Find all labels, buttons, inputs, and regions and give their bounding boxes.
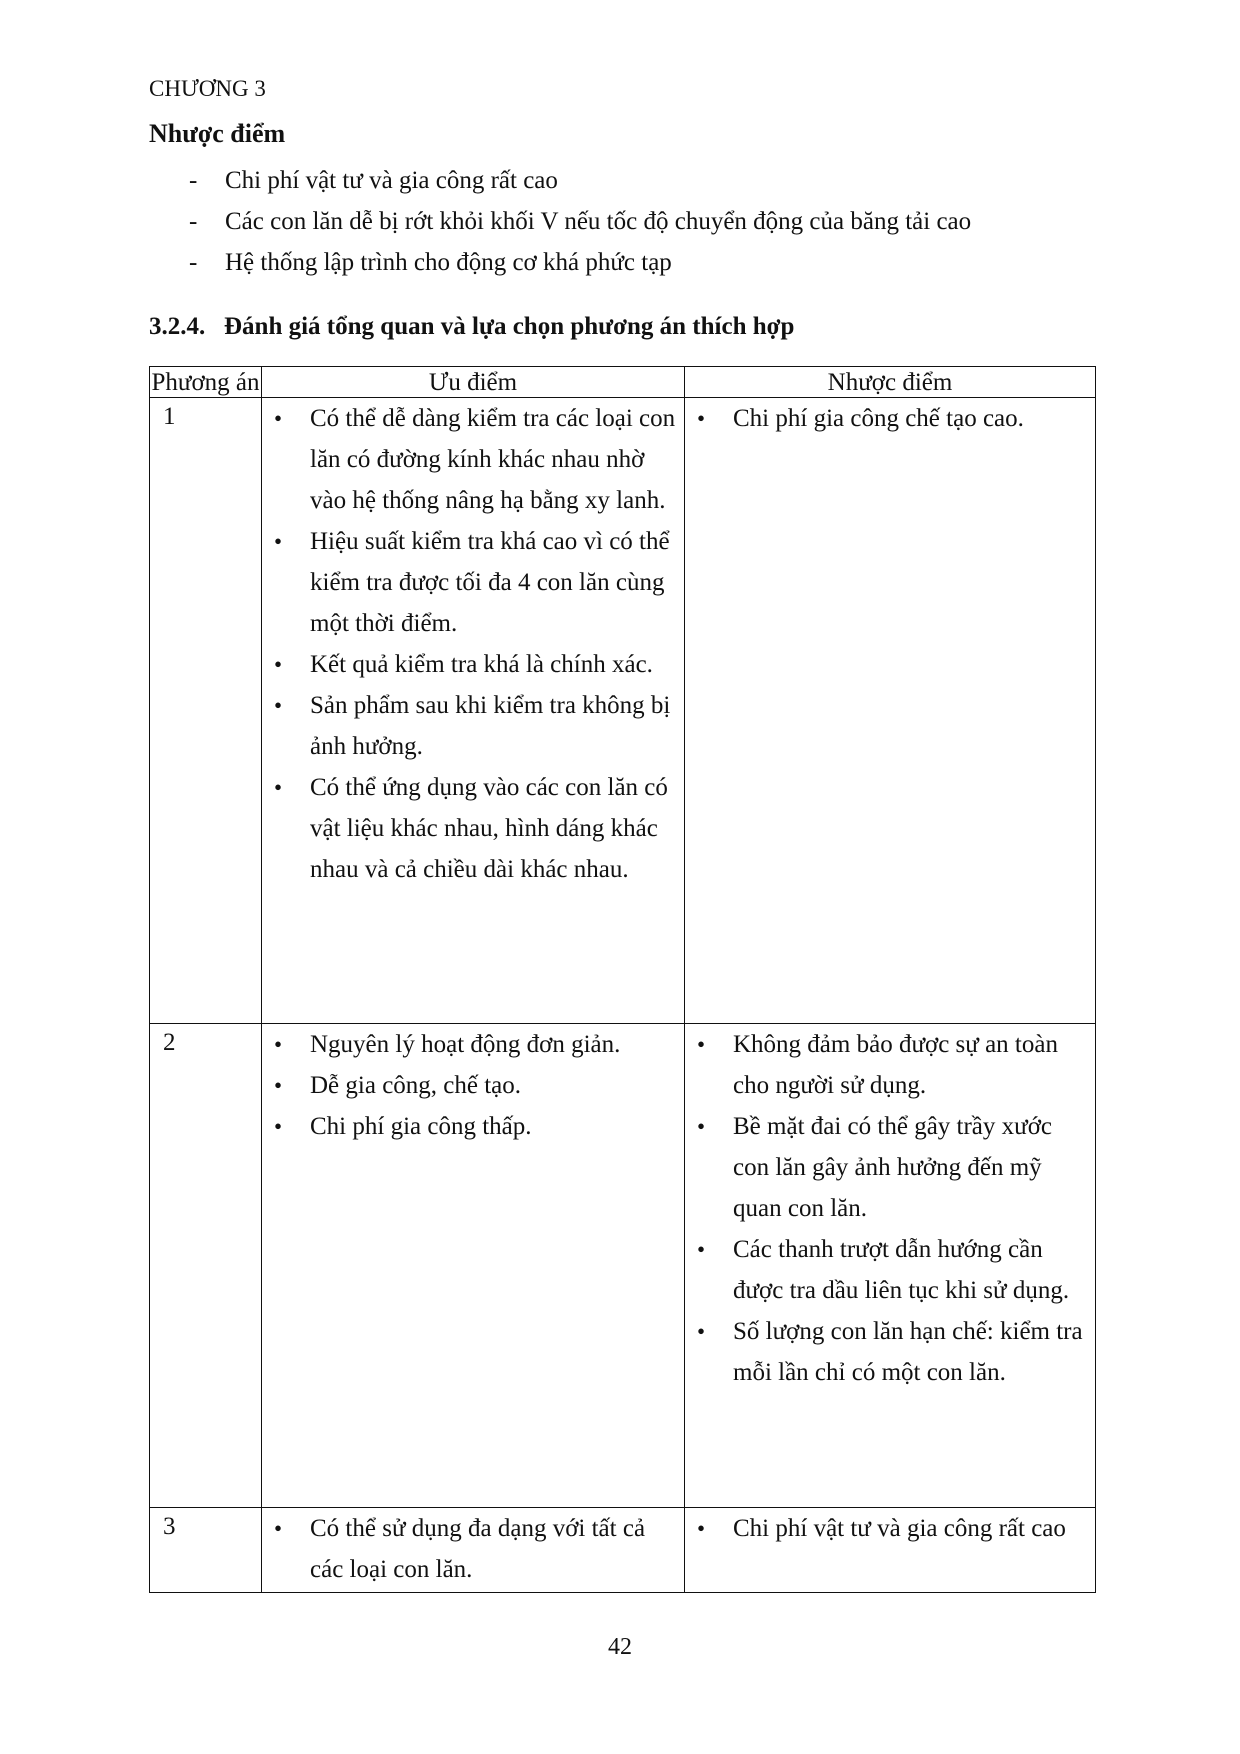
list-item: - Các con lăn dễ bị rớt khỏi khối V nếu tốc độ chuyển động của băng tải cao: [149, 201, 971, 242]
list-item: • Kết quả kiểm tra khá là chính xác.: [262, 644, 676, 685]
disadvantages-heading: Nhược điểm: [149, 119, 286, 148]
list-item: • Sản phẩm sau khi kiểm tra không bị ảnh hưởng.: [262, 685, 676, 767]
list-item: • Có thể sử dụng đa dạng với tất cả các loại con lăn.: [262, 1508, 676, 1590]
pros-cell: [262, 1508, 685, 1593]
section-heading: [149, 313, 794, 341]
cons-cell: [685, 1024, 1096, 1508]
dash-marker: -: [189, 167, 198, 194]
chapter-label: CHƯƠNG 3: [149, 76, 266, 101]
list-item: • Số lượng con lăn hạn chế: kiểm tra mỗi lần chỉ có một con lăn.: [685, 1311, 1087, 1393]
list-item: • Chi phí gia công chế tạo cao.: [685, 398, 1087, 439]
table-row: [150, 1508, 1096, 1593]
list-item: • Có thể ứng dụng vào các con lăn có vật liệu khác nhau, hình dáng khác nhau và cả chiều dài khác nhau.: [262, 767, 676, 890]
list-item: - Chi phí vật tư và gia công rất cao: [149, 160, 971, 201]
list-item: • Nguyên lý hoạt động đơn giản.: [262, 1024, 676, 1065]
table-header-row: [150, 367, 1096, 398]
list-item: • Chi phí vật tư và gia công rất cao: [685, 1508, 1087, 1549]
section-title: Đánh giá tổng quan và lựa chọn phương án thích hợp: [224, 313, 795, 340]
list-item: • Chi phí gia công thấp.: [262, 1106, 676, 1147]
table-row: [150, 1024, 1096, 1508]
table-row: [150, 398, 1096, 1024]
list-item: • Dễ gia công, chế tạo.: [262, 1065, 676, 1106]
header-option: Phương án: [150, 367, 262, 398]
cons-cell: [685, 1508, 1096, 1593]
list-item: - Hệ thống lập trình cho động cơ khá phức tạp: [149, 242, 971, 283]
disadvantages-list: [149, 160, 971, 283]
option-number: 2: [150, 1024, 262, 1508]
list-item: • Không đảm bảo được sự an toàn cho người sử dụng.: [685, 1024, 1087, 1106]
header-pros: Ưu điểm: [262, 367, 685, 398]
option-number: 1: [150, 398, 262, 1024]
pros-cell: [262, 1024, 685, 1508]
pros-cell: [262, 398, 685, 1024]
list-item: • Hiệu suất kiểm tra khá cao vì có thể kiểm tra được tối đa 4 con lăn cùng một thời điểm.: [262, 521, 676, 644]
list-item: • Bề mặt đai có thể gây trầy xước con lăn gây ảnh hưởng đến mỹ quan con lăn.: [685, 1106, 1087, 1229]
comparison-table: [149, 366, 1096, 1593]
header-cons: Nhược điểm: [685, 367, 1096, 398]
dash-marker: -: [189, 249, 198, 276]
option-number: 3: [150, 1508, 262, 1593]
list-item: • Các thanh trượt dẫn hướng cần được tra dầu liên tục khi sử dụng.: [685, 1229, 1087, 1311]
dash-marker: -: [189, 208, 198, 235]
section-number: 3.2.4.: [149, 313, 206, 340]
page-number: 42: [608, 1634, 632, 1660]
cons-cell: [685, 398, 1096, 1024]
list-item: • Có thể dễ dàng kiểm tra các loại con lăn có đường kính khác nhau nhờ vào hệ thống nâng hạ bằng xy lanh.: [262, 398, 676, 521]
